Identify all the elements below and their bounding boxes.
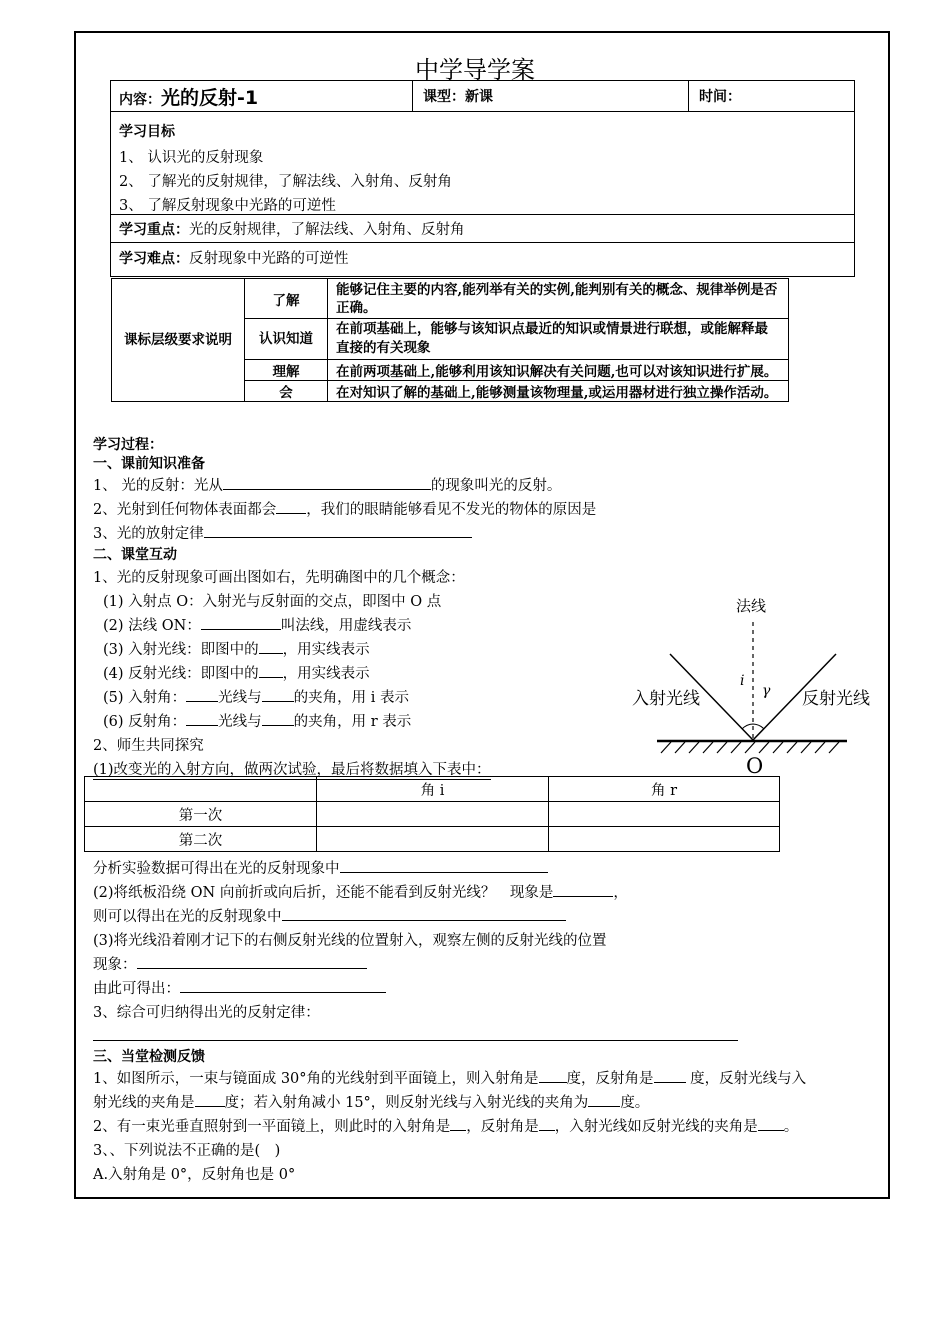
option-a: A.入射角是 0°，反射角也是 0° bbox=[93, 1167, 296, 1183]
blank-field[interactable] bbox=[259, 664, 283, 679]
normal-label: 法线 bbox=[736, 597, 767, 615]
level-desc: 在前项基础上，能够与该知识点最近的知识或情景进行联想，或能解释最直接的有关现象 bbox=[328, 319, 789, 360]
experiment-2-conclusion: 则可以得出在光的反射现象中 bbox=[93, 905, 566, 926]
level-name: 认识知道 bbox=[245, 319, 328, 360]
header-table bbox=[110, 80, 855, 112]
reflection-diagram bbox=[625, 590, 887, 780]
question-1: 1、 光的反射：光从 的现象叫光的反射。 bbox=[93, 474, 561, 495]
angle-r-label: γ bbox=[762, 683, 771, 699]
blank-field[interactable] bbox=[553, 883, 613, 898]
concept-4: (4) 反射光线：即图中的 ，用实线表示 bbox=[103, 662, 370, 683]
table-cell[interactable] bbox=[317, 827, 549, 852]
level-desc: 在前两项基础上,能够利用该知识解决有关问题,也可以对该知识进行扩展。 bbox=[328, 360, 789, 381]
problem-1: 1、如图所示，一束与镜面成 30°角的光线射到平面镜上，则入射角是 度，反射角是 度，反射光线与入 bbox=[93, 1067, 806, 1088]
blank-field[interactable] bbox=[450, 1117, 466, 1132]
page-title: 中学导学案 bbox=[415, 56, 535, 84]
table-cell[interactable] bbox=[549, 827, 780, 852]
conclusion-line: 由此可得出： bbox=[93, 977, 386, 998]
level-desc: 能够记住主要的内容,能列举有关的实例,能判别有关的概念、规律举例是否正确。 bbox=[328, 279, 789, 319]
problem-1-cont: 射光线的夹角是 度；若入射角减小 15°，则反射光线与入射光线的夹角为 度。 bbox=[93, 1091, 649, 1112]
experiment-1: (1)改变光的入射方向，做两次试验，最后将数据填入下表中： bbox=[93, 758, 491, 780]
objective-item: 2、 了解光的反射规律，了解法线、入射角、反射角 bbox=[119, 174, 452, 190]
analysis-line: 分析实验数据可得出在光的反射现象中 bbox=[93, 857, 548, 878]
angle-i-label: i bbox=[740, 673, 745, 689]
question-3: 3、光的放射定律 bbox=[93, 522, 472, 543]
incident-label: 入射光线 bbox=[632, 689, 700, 709]
answer-line[interactable] bbox=[93, 1040, 738, 1041]
level-desc: 在对知识了解的基础上,能够测量该物理量,或运用器材进行独立操作活动。 bbox=[328, 381, 789, 402]
phenomenon-line: 现象： bbox=[93, 953, 367, 974]
concept-3: (3) 入射光线：即图中的 ，用实线表示 bbox=[103, 638, 370, 659]
problem-2: 2、有一束光垂直照射到一平面镜上，则此时的入射角是 ，反射角是 ，入射光线如反射光线的夹角是 。 bbox=[93, 1115, 798, 1136]
blank-field[interactable] bbox=[186, 688, 218, 703]
key-point: 学习重点：光的反射规律，了解法线、入射角、反射角 bbox=[119, 222, 465, 238]
blank-field[interactable] bbox=[539, 1069, 567, 1084]
blank-field[interactable] bbox=[195, 1093, 225, 1108]
blank-field[interactable] bbox=[180, 979, 386, 994]
divider bbox=[110, 242, 855, 243]
blank-field[interactable] bbox=[204, 524, 472, 539]
blank-field[interactable] bbox=[186, 712, 218, 727]
point-o-label: O bbox=[746, 754, 764, 778]
table-row-label: 第二次 bbox=[85, 827, 317, 852]
blank-field[interactable] bbox=[259, 640, 283, 655]
blank-field[interactable] bbox=[758, 1117, 784, 1132]
blank-field[interactable] bbox=[340, 859, 548, 874]
mirror-hatching bbox=[661, 742, 839, 753]
section-1-heading: 一、课前知识准备 bbox=[93, 456, 205, 472]
blank-field[interactable] bbox=[262, 712, 294, 727]
table-header: 角 i bbox=[317, 777, 549, 802]
content-cell bbox=[111, 81, 413, 112]
blank-field[interactable] bbox=[201, 616, 281, 631]
objective-item: 1、 认识光的反射现象 bbox=[119, 150, 264, 166]
concept-6: (6) 反射角： 光线与 的夹角，用 r 表示 bbox=[103, 710, 411, 731]
experiment-2: (2)将纸板沿绕 ON 向前折或向后折，还能不能看到反射光线？ 现象是 ， bbox=[93, 881, 628, 902]
content-label: 内容： bbox=[119, 91, 161, 108]
level-name: 理解 bbox=[245, 360, 328, 381]
section-2-heading: 二、课堂互动 bbox=[93, 547, 177, 563]
table-row-label: 第一次 bbox=[85, 802, 317, 827]
summary-line: 3、综合可归纳得出光的反射定律： bbox=[93, 1005, 320, 1021]
table-header bbox=[85, 777, 317, 802]
levels-side-label: 课标层级要求说明 bbox=[112, 279, 245, 402]
concept-2: (2) 法线 ON： 叫法线，用虚线表示 bbox=[103, 614, 411, 635]
type-cell: 课型：新课 bbox=[413, 81, 689, 112]
objective-item: 3、 了解反射现象中光路的可逆性 bbox=[119, 198, 336, 214]
table-cell[interactable] bbox=[549, 802, 780, 827]
blank-field[interactable] bbox=[282, 907, 566, 922]
difficulty: 学习难点：反射现象中光路的可逆性 bbox=[119, 251, 349, 267]
table-cell[interactable] bbox=[317, 802, 549, 827]
blank-field[interactable] bbox=[262, 688, 294, 703]
problem-3: 3、、下列说法不正确的是( ) bbox=[93, 1143, 281, 1159]
section-3-heading: 三、当堂检测反馈 bbox=[93, 1049, 205, 1065]
table-header: 角 r bbox=[549, 777, 780, 802]
blank-field[interactable] bbox=[276, 500, 306, 515]
data-table bbox=[84, 776, 780, 852]
question-2: 2、光射到任何物体表面都会 ，我们的眼睛能够看见不发光的物体的原因是 bbox=[93, 498, 596, 519]
objectives-heading: 学习目标 bbox=[119, 124, 175, 140]
level-name: 了解 bbox=[245, 279, 328, 319]
intro-line: 1、光的反射现象可画出图如右，先明确图中的几个概念： bbox=[93, 570, 465, 586]
process-heading: 学习过程： bbox=[93, 437, 163, 453]
time-cell: 时间： bbox=[689, 81, 855, 112]
levels-table bbox=[111, 278, 789, 402]
blank-field[interactable] bbox=[223, 476, 431, 491]
blank-field[interactable] bbox=[654, 1069, 686, 1084]
blank-field[interactable] bbox=[588, 1093, 620, 1108]
blank-field[interactable] bbox=[539, 1117, 555, 1132]
experiment-3: (3)将光线沿着刚才记下的右侧反射光线的位置射入，观察左侧的反射光线的位置 bbox=[93, 933, 607, 949]
blank-field[interactable] bbox=[137, 955, 367, 970]
lesson-title: 光的反射-1 bbox=[161, 86, 259, 109]
concept-5: (5) 入射角： 光线与 的夹角，用 i 表示 bbox=[103, 686, 409, 707]
reflected-label: 反射光线 bbox=[802, 689, 870, 709]
level-name: 会 bbox=[245, 381, 328, 402]
concept-1: (1) 入射点 O：入射光与反射面的交点，即图中 O 点 bbox=[103, 594, 442, 610]
inquiry-heading: 2、师生共同探究 bbox=[93, 738, 204, 754]
